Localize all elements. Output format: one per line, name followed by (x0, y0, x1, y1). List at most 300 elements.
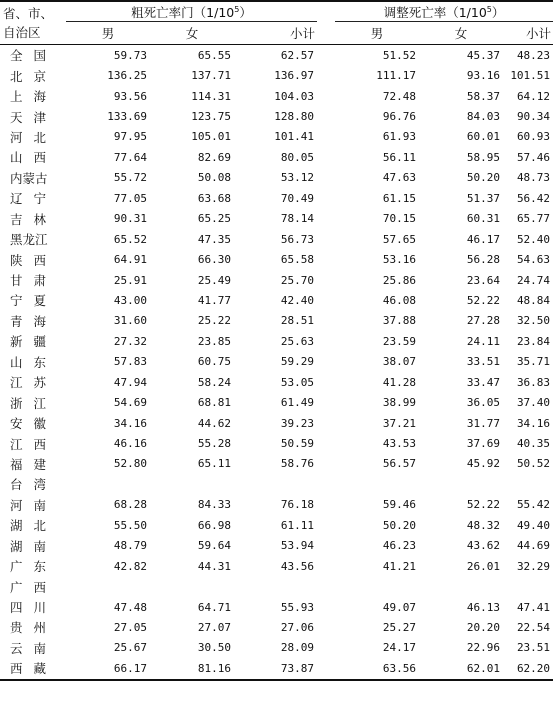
adjusted-female-cell (419, 576, 503, 596)
crude-female-cell: 44.62 (197, 416, 231, 430)
table-row (0, 352, 553, 372)
adjusted-subtotal-cell: 44.69 (516, 539, 551, 553)
crude-subtotal-cell: 28.09 (280, 641, 315, 655)
crude-male-cell: 64.91 (113, 253, 147, 267)
crude-male-cell: 136.25 (107, 69, 147, 83)
crude-female-cell: 81.16 (150, 658, 234, 679)
adjusted-female-cell: 43.62 (466, 539, 501, 553)
table-body (0, 45, 553, 680)
adjusted-male-cell: 41.28 (382, 375, 417, 389)
crude-male-cell: 65.52 (113, 232, 147, 246)
adjusted-female-header: 女 (419, 22, 503, 45)
crude-female-cell: 41.77 (197, 293, 231, 307)
crude-female-cell: 64.71 (197, 600, 231, 614)
crude-male-cell: 42.82 (113, 559, 147, 573)
region-header-line-1: 省、市、 (3, 6, 54, 21)
crude-subtotal-cell: 76.18 (280, 498, 315, 512)
adjusted-subtotal-cell: 48.23 (516, 48, 551, 62)
adjusted-male-cell: 49.07 (382, 600, 417, 614)
adjusted-female-cell: 62.01 (419, 658, 503, 679)
column-gap (317, 229, 335, 249)
crude-subtotal-cell: 53.94 (280, 539, 315, 553)
region-cell: 北京 (10, 68, 58, 84)
region-cell: 内蒙古 (10, 170, 48, 186)
crude-male-cell (66, 576, 150, 596)
table-row (0, 127, 553, 147)
adjusted-female-cell: 45.92 (466, 457, 501, 471)
column-gap (317, 433, 335, 453)
adjusted-male-cell: 61.15 (382, 191, 417, 205)
adjusted-subtotal-cell: 37.40 (516, 396, 551, 410)
crude-female-cell (150, 474, 234, 494)
table-row (0, 576, 553, 596)
crude-subtotal-cell (234, 474, 317, 494)
column-gap (317, 556, 335, 576)
adjusted-female-cell: 23.64 (466, 273, 501, 287)
crude-female-cell: 68.81 (197, 396, 231, 410)
table-row (0, 372, 553, 392)
crude-male-cell: 34.16 (113, 416, 147, 430)
crude-male-cell: 77.05 (113, 191, 147, 205)
adjusted-male-cell: 25.27 (382, 620, 417, 634)
adjusted-male-cell: 25.86 (382, 273, 417, 287)
crude-subtotal-cell: 50.59 (280, 437, 315, 451)
adjusted-male-cell: 38.99 (382, 396, 417, 410)
adjusted-female-cell: 46.13 (466, 600, 501, 614)
column-gap (317, 352, 335, 372)
crude-subtotal-cell: 56.73 (280, 232, 315, 246)
crude-female-cell: 66.30 (197, 253, 231, 267)
region-cell: 青海 (10, 313, 58, 329)
crude-female-cell: 59.64 (197, 539, 231, 553)
crude-male-cell: 66.17 (66, 658, 150, 679)
crude-subtotal-cell: 128.80 (274, 110, 315, 124)
crude-subtotal-cell: 53.05 (280, 375, 315, 389)
crude-subtotal-cell: 104.03 (274, 89, 315, 103)
table-row (0, 45, 553, 66)
adjusted-female-cell: 22.96 (466, 641, 501, 655)
region-cell: 四川 (10, 600, 58, 616)
column-gap (317, 311, 335, 331)
adjusted-subtotal-cell: 52.40 (516, 232, 551, 246)
table-row (0, 106, 553, 126)
region-cell: 上海 (10, 89, 58, 105)
crude-subtotal-cell: 28.51 (280, 314, 315, 328)
column-gap (317, 576, 335, 596)
crude-male-cell: 31.60 (113, 314, 147, 328)
crude-male-cell: 27.05 (113, 620, 147, 634)
crude-female-cell: 47.35 (197, 232, 231, 246)
crude-male-cell: 27.32 (113, 334, 147, 348)
region-cell: 河北 (10, 129, 58, 145)
crude-subtotal-cell: 53.12 (280, 171, 315, 185)
crude-male-cell: 77.64 (113, 150, 147, 164)
column-gap (317, 454, 335, 474)
crude-female-cell: 25.22 (197, 314, 231, 328)
adjusted-male-cell: 43.53 (382, 437, 417, 451)
adjusted-subtotal-cell: 101.51 (510, 69, 551, 83)
crude-male-cell: 47.48 (113, 600, 147, 614)
adjusted-male-cell: 63.56 (335, 658, 419, 679)
crude-male-cell: 68.28 (113, 498, 147, 512)
table-row (0, 638, 553, 658)
adjusted-male-cell: 24.17 (382, 641, 417, 655)
header-gap-2 (317, 22, 335, 45)
crude-female-cell: 66.98 (197, 518, 231, 532)
adjusted-female-cell: 45.37 (466, 48, 501, 62)
adjusted-male-header: 男 (335, 22, 419, 45)
adjusted-male-cell: 23.59 (382, 334, 417, 348)
adjusted-female-cell: 46.17 (466, 232, 501, 246)
column-gap (317, 147, 335, 167)
adjusted-female-cell: 48.32 (466, 518, 501, 532)
crude-female-cell: 58.24 (197, 375, 231, 389)
table-row (0, 65, 553, 85)
crude-subtotal-cell: 62.57 (280, 48, 315, 62)
crude-female-cell: 63.68 (197, 191, 231, 205)
crude-subtotal-cell: 25.70 (280, 273, 315, 287)
adjusted-male-cell: 96.76 (382, 110, 417, 124)
column-gap (317, 617, 335, 637)
crude-female-cell: 114.31 (191, 89, 231, 103)
region-cell: 江西 (10, 436, 58, 452)
region-cell: 辽宁 (10, 191, 58, 207)
column-gap (317, 127, 335, 147)
crude-subtotal-cell: 58.76 (280, 457, 315, 471)
region-cell: 贵州 (10, 620, 58, 636)
table-row (0, 249, 553, 269)
crude-female-cell: 50.08 (197, 171, 231, 185)
table-row (0, 229, 553, 249)
table-row (0, 188, 553, 208)
adjusted-male-cell: 111.17 (376, 69, 417, 83)
table-row (0, 392, 553, 412)
adjusted-subtotal-cell: 23.84 (516, 334, 551, 348)
adjusted-male-cell (335, 474, 419, 494)
table-header-row-1 (0, 1, 553, 22)
region-cell: 安徽 (10, 416, 58, 432)
crude-rate-exponent: 5 (234, 4, 240, 14)
adjusted-female-cell: 58.95 (466, 150, 501, 164)
crude-rate-close: ） (239, 4, 252, 20)
column-gap (317, 290, 335, 310)
adjusted-female-cell: 52.22 (466, 498, 501, 512)
crude-female-header: 女 (150, 22, 234, 45)
column-gap (317, 372, 335, 392)
adjusted-subtotal-cell: 60.93 (516, 130, 551, 144)
crude-subtotal-cell: 25.63 (280, 334, 315, 348)
crude-subtotal-cell: 27.06 (280, 620, 315, 634)
adjusted-female-cell: 58.37 (466, 89, 501, 103)
region-cell: 山东 (10, 354, 58, 370)
adjusted-female-cell (419, 474, 503, 494)
crude-male-cell: 90.31 (113, 212, 147, 226)
adjusted-female-cell: 52.22 (466, 293, 501, 307)
crude-subtotal-cell: 55.93 (280, 600, 315, 614)
crude-female-cell: 27.07 (197, 620, 231, 634)
adjusted-subtotal-cell: 55.42 (516, 498, 551, 512)
region-header-line-2: 自治区 (3, 25, 41, 40)
crude-subtotal-cell: 42.40 (280, 293, 315, 307)
adjusted-male-cell: 47.63 (382, 171, 417, 185)
crude-female-cell: 123.75 (191, 110, 231, 124)
region-cell: 山西 (10, 150, 58, 166)
adjusted-male-cell: 56.57 (382, 457, 417, 471)
crude-subtotal-cell: 61.11 (280, 518, 315, 532)
crude-female-cell (150, 576, 234, 596)
adjusted-male-cell: 72.48 (382, 89, 417, 103)
crude-male-cell: 25.91 (113, 273, 147, 287)
region-cell: 浙江 (10, 395, 58, 411)
crude-female-cell: 82.69 (197, 150, 231, 164)
table-row (0, 209, 553, 229)
region-cell: 广西 (10, 579, 58, 595)
region-cell: 甘肃 (10, 273, 58, 289)
crude-male-cell: 52.80 (113, 457, 147, 471)
adjusted-female-cell: 24.11 (466, 334, 501, 348)
crude-male-cell: 93.56 (113, 89, 147, 103)
column-gap (317, 168, 335, 188)
crude-subtotal-cell (234, 576, 317, 596)
table-row (0, 331, 553, 351)
crude-subtotal-cell: 70.49 (280, 191, 315, 205)
crude-female-cell: 30.50 (197, 641, 231, 655)
column-gap (317, 597, 335, 617)
crude-male-cell: 43.00 (113, 293, 147, 307)
column-gap (317, 65, 335, 85)
column-gap (317, 209, 335, 229)
adjusted-male-cell: 50.20 (382, 518, 417, 532)
table-row (0, 413, 553, 433)
adjusted-subtotal-cell: 50.52 (516, 457, 551, 471)
region-cell: 云南 (10, 640, 58, 656)
adjusted-male-cell: 38.07 (382, 355, 417, 369)
region-cell: 江苏 (10, 375, 58, 391)
adjusted-male-cell: 37.21 (382, 416, 417, 430)
adjusted-female-cell: 50.20 (466, 171, 501, 185)
crude-subtotal-cell: 39.23 (280, 416, 315, 430)
adjusted-subtotal-cell: 24.74 (516, 273, 551, 287)
crude-female-cell: 65.55 (197, 48, 231, 62)
column-gap (317, 495, 335, 515)
table-row (0, 147, 553, 167)
crude-male-cell: 46.16 (113, 437, 147, 451)
column-gap (317, 45, 335, 66)
table-row (0, 536, 553, 556)
adjusted-subtotal-cell: 54.63 (516, 253, 551, 267)
column-gap (317, 515, 335, 535)
crude-male-cell: 133.69 (107, 110, 147, 124)
crude-subtotal-cell: 78.14 (280, 212, 315, 226)
adjusted-male-cell: 51.52 (382, 48, 417, 62)
table-row (0, 86, 553, 106)
column-gap (317, 474, 335, 494)
crude-female-cell: 65.11 (197, 457, 231, 471)
crude-female-cell: 60.75 (197, 355, 231, 369)
crude-male-cell: 97.95 (113, 130, 147, 144)
adjusted-male-cell: 41.21 (382, 559, 417, 573)
adjusted-male-cell: 46.08 (382, 293, 417, 307)
crude-female-cell: 105.01 (191, 130, 231, 144)
region-cell: 湖北 (10, 518, 58, 534)
adjusted-rate-close: ） (491, 4, 505, 20)
table-row (0, 311, 553, 331)
adjusted-rate-title: 调整死亡率（1/10 (383, 4, 487, 20)
crude-subtotal-cell: 80.05 (280, 150, 315, 164)
adjusted-male-cell: 61.93 (382, 130, 417, 144)
adjusted-subtotal-header: 小计 (503, 22, 553, 45)
adjusted-male-cell (335, 576, 419, 596)
adjusted-male-cell: 53.16 (382, 253, 417, 267)
crude-male-cell: 54.69 (113, 396, 147, 410)
column-gap (317, 106, 335, 126)
adjusted-subtotal-cell: 65.77 (516, 212, 551, 226)
table-row (0, 168, 553, 188)
adjusted-subtotal-cell: 22.54 (516, 620, 551, 634)
table-row (0, 658, 553, 679)
crude-female-cell: 44.31 (197, 559, 231, 573)
region-cell: 河南 (10, 497, 58, 513)
crude-female-cell: 84.33 (197, 498, 231, 512)
column-gap (317, 638, 335, 658)
column-gap (317, 188, 335, 208)
table-row (0, 515, 553, 535)
crude-male-cell: 47.94 (113, 375, 147, 389)
crude-subtotal-cell: 61.49 (280, 396, 315, 410)
table-row (0, 617, 553, 637)
adjusted-subtotal-cell: 57.46 (516, 150, 551, 164)
adjusted-subtotal-cell (503, 474, 553, 494)
crude-male-cell: 55.50 (113, 518, 147, 532)
adjusted-subtotal-cell: 32.50 (516, 314, 551, 328)
region-column-header (0, 1, 66, 45)
adjusted-male-cell: 59.46 (382, 498, 417, 512)
adjusted-female-cell: 60.31 (466, 212, 501, 226)
crude-male-cell: 55.72 (113, 171, 147, 185)
table-row (0, 433, 553, 453)
adjusted-subtotal-cell: 40.35 (516, 437, 551, 451)
column-gap (317, 536, 335, 556)
crude-female-cell: 23.85 (197, 334, 231, 348)
region-cell: 陕西 (10, 252, 58, 268)
region-cell: 全国 (10, 48, 58, 64)
adjusted-subtotal-cell: 34.16 (516, 416, 551, 430)
adjusted-female-cell: 26.01 (466, 559, 501, 573)
crude-male-cell: 59.73 (113, 48, 147, 62)
table-row (0, 454, 553, 474)
region-cell: 广东 (10, 559, 58, 575)
crude-subtotal-cell: 65.58 (280, 253, 315, 267)
column-gap (317, 86, 335, 106)
crude-male-header: 男 (66, 22, 150, 45)
adjusted-female-cell: 31.77 (466, 416, 501, 430)
adjusted-subtotal-cell (503, 576, 553, 596)
adjusted-female-cell: 93.16 (466, 69, 501, 83)
column-gap (317, 270, 335, 290)
crude-subtotal-cell: 59.29 (280, 355, 315, 369)
crude-male-cell: 57.83 (113, 355, 147, 369)
region-cell: 台湾 (10, 477, 58, 493)
region-cell: 新疆 (10, 334, 58, 350)
crude-male-cell (66, 474, 150, 494)
crude-subtotal-cell: 136.97 (274, 69, 315, 83)
column-gap (317, 658, 335, 679)
table-row (0, 290, 553, 310)
region-cell: 宁夏 (10, 293, 58, 309)
adjusted-male-cell: 37.88 (382, 314, 417, 328)
adjusted-male-cell: 46.23 (382, 539, 417, 553)
adjusted-female-cell: 51.37 (466, 191, 501, 205)
table-header-row-2 (0, 22, 553, 45)
adjusted-rate-exponent: 5 (486, 4, 492, 14)
adjusted-female-cell: 33.47 (466, 375, 501, 389)
crude-subtotal-cell: 43.56 (280, 559, 315, 573)
crude-female-cell: 25.49 (197, 273, 231, 287)
region-cell: 湖南 (10, 538, 58, 554)
adjusted-subtotal-cell: 23.51 (516, 641, 551, 655)
adjusted-female-cell: 84.03 (466, 110, 501, 124)
crude-female-cell: 65.25 (197, 212, 231, 226)
column-gap (317, 249, 335, 269)
crude-rate-group-header (66, 1, 317, 22)
adjusted-male-cell: 70.15 (382, 212, 417, 226)
adjusted-female-cell: 37.69 (466, 437, 501, 451)
crude-subtotal-cell: 101.41 (274, 130, 315, 144)
header-gap (317, 1, 335, 22)
table-row (0, 474, 553, 494)
table-row (0, 556, 553, 576)
adjusted-male-cell: 56.11 (382, 150, 417, 164)
adjusted-male-cell: 57.65 (382, 232, 417, 246)
region-cell: 天津 (10, 109, 58, 125)
adjusted-female-cell: 56.28 (466, 253, 501, 267)
region-cell: 福建 (10, 456, 58, 472)
crude-female-cell: 55.28 (197, 437, 231, 451)
region-cell: 吉林 (10, 211, 58, 227)
adjusted-female-cell: 36.05 (466, 396, 501, 410)
crude-male-cell: 25.67 (113, 641, 147, 655)
adjusted-subtotal-cell: 35.71 (516, 355, 551, 369)
adjusted-subtotal-cell: 56.42 (516, 191, 551, 205)
region-cell: 黑龙江 (10, 232, 48, 248)
adjusted-rate-group-header (335, 1, 553, 22)
adjusted-female-cell: 20.20 (466, 620, 501, 634)
column-gap (317, 413, 335, 433)
adjusted-subtotal-cell: 32.29 (516, 559, 551, 573)
adjusted-subtotal-cell: 62.20 (503, 658, 553, 679)
crude-male-cell: 48.79 (113, 539, 147, 553)
table-row (0, 270, 553, 290)
column-gap (317, 392, 335, 412)
adjusted-female-cell: 27.28 (466, 314, 501, 328)
adjusted-subtotal-cell: 48.84 (516, 293, 551, 307)
crude-rate-title: 粗死亡率门（1/10 (131, 4, 235, 20)
adjusted-subtotal-cell: 47.41 (516, 600, 551, 614)
column-gap (317, 331, 335, 351)
adjusted-female-cell: 60.01 (466, 130, 501, 144)
adjusted-subtotal-cell: 64.12 (516, 89, 551, 103)
crude-subtotal-cell: 73.87 (234, 658, 317, 679)
adjusted-subtotal-cell: 90.34 (516, 110, 551, 124)
table-row (0, 597, 553, 617)
adjusted-female-cell: 33.51 (466, 355, 501, 369)
adjusted-subtotal-cell: 49.40 (516, 518, 551, 532)
table-row (0, 495, 553, 515)
crude-subtotal-header: 小计 (234, 22, 317, 45)
adjusted-subtotal-cell: 48.73 (516, 171, 551, 185)
adjusted-subtotal-cell: 36.83 (516, 375, 551, 389)
crude-female-cell: 137.71 (191, 69, 231, 83)
